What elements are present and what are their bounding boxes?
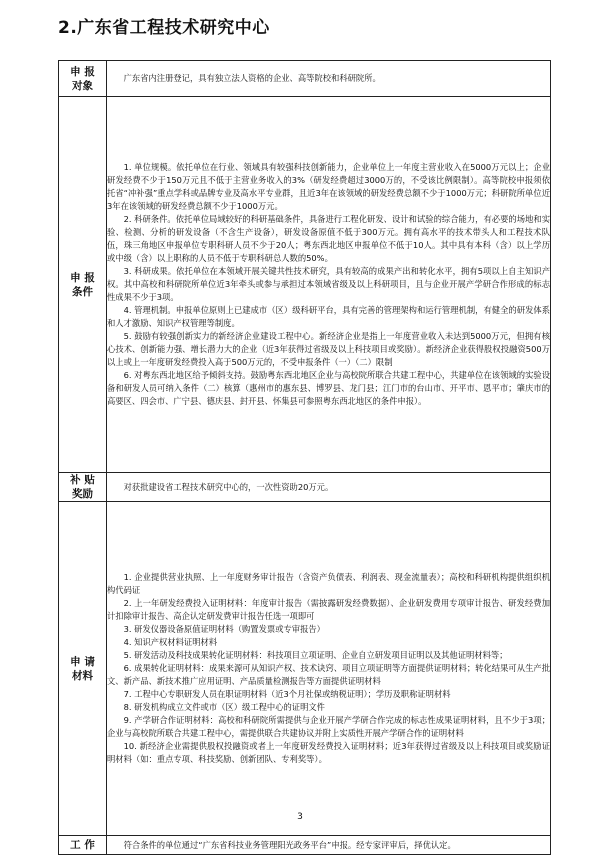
table-row <box>59 473 551 502</box>
content-paragraph: 9. 产学研合作证明材料：高校和科研院所需提供与企业开展产学研合作完成的标志性成果证明材料，且不少于3项；企业与高校院所联合共建工程中心，需提供联合共建协议并附上实质性开展产学研合作的证明材料 <box>107 715 550 738</box>
content-paragraph: 2. 上一年研发经费投入证明材料：年度审计报告（需披露研发经费数据）、企业研发费用专项审计报告、研发经费加计扣除审计报告、高企认定研发费审计报告任选一项即可 <box>107 598 550 621</box>
row-content <box>107 97 551 473</box>
table-row <box>59 97 551 473</box>
content-paragraph: 5. 研发活动及科技成果转化证明材料：科技项目立项证明、企业自立研发项目证明以及其他证明材料等； <box>123 650 508 660</box>
page-title: 2.广东省工程技术研究中心 <box>58 18 270 38</box>
policy-table <box>58 60 551 855</box>
content-paragraph: 7. 工程中心专职研发人员在职证明材料（近3个月社保或纳税证明）；学历及职称证明材料 <box>123 689 451 699</box>
row-label: 申 报 条件 <box>59 97 107 473</box>
content-paragraph: 4. 管理机制。申报单位原则上已建成市（区）级科研平台，具有完善的管理架构和运行管理机制，有健全的研发体系和人才激励、知识产权管理等制度。 <box>107 305 550 328</box>
row-content <box>107 473 551 502</box>
content-paragraph: 6. 成果转化证明材料：成果来源可从知识产权、技术诀窍、项目立项证明等方面提供证明材料；转化结果可从生产批文、新产品、新技术推广应用证明、产品质量检测报告等方面提供证明材料 <box>107 663 550 686</box>
page-number: 3 <box>297 812 303 822</box>
row-content <box>107 502 551 836</box>
content-paragraph: 1. 单位规模。依托单位在行业、领域具有较强科技创新能力，企业单位上一年度主营业收入在5000万元以上；企业研发经费不少于150万元且不低于主营业务收入的3%（研发经费超过3000万的，不受该比例限制）。高等院校申报须依托省“冲补强”重点学科或品牌专业及高水平专业群，且近3年在该领域的研发经费总额不少于1000万元；科研院所单位近3年在该领域的研发经费总额不少于1000万元。 <box>107 162 550 211</box>
content-paragraph: 2. 科研条件。依托单位局域较好的科研基础条件，具备进行工程化研发、设计和试验的综合能力，有必要的场地和实验、检测、分析的研发设备（不含生产设备），研发设备原值不低于300万元。拥有高水平的技术带头人和工程技术队伍，珠三角地区申报单位专职科研人员不少于20人；粤东西北地区申报单位不低于10人。其中具有本科（含）以上学历或中级（含）以上职称的人员不低于专职科研总人数的50%。 <box>107 214 550 263</box>
content-paragraph: 8. 研发机构成立文件或市（区）级工程中心的证明文件 <box>123 702 325 712</box>
table-row <box>59 61 551 97</box>
content-paragraph: 符合条件的单位通过“广东省科技业务管理阳光政务平台”申报。经专家评审后，择优认定。 <box>123 839 456 850</box>
content-paragraph: 10. 新经济企业需提供股权投融资或者上一年度研发经费投入证明材料；近3年获得过省级及以上科技项目或奖励证明材料（如：重点专项、科技奖励、创新团队、专利奖等）。 <box>107 741 550 764</box>
table-row <box>59 836 551 855</box>
content-paragraph: 3. 研发仪器设备原值证明材料（购置发票或专审报告） <box>123 624 325 634</box>
content-paragraph: 6. 对粤东西北地区给予倾斜支持。鼓励粤东西北地区企业与高校院所联合共建工程中心，共建单位在该领域的实验设备和研发人员可纳入条件（二）核算（惠州市的惠东县、博罗县、龙门县；江门市的台山市、开平市、恩平市；肇庆市的高要区、四会市、广宁县、德庆县、封开县、怀集县可参照粤东西北地区的条件申报）。 <box>107 370 550 406</box>
row-label: 补 贴 奖励 <box>59 473 107 502</box>
content-paragraph: 4. 知识产权材料证明材料 <box>123 637 218 647</box>
table-row <box>59 502 551 836</box>
row-label: 申 报 对象 <box>59 61 107 97</box>
row-label: 工 作 <box>59 836 107 855</box>
content-paragraph: 1. 企业提供营业执照、上一年度财务审计报告（含资产负债表、利润表、现金流量表）；高校和科研机构提供组织机构代码证 <box>107 572 550 595</box>
row-content <box>107 836 551 855</box>
content-paragraph: 5. 鼓励有较强创新实力的新经济企业建设工程中心。新经济企业是指上一年度营业收入未达到5000万元，但拥有核心技术、创新能力强、增长潜力大的企业（近3年获得过省级及以上科技项目或奖励）。新经济企业获得股权投融资500万以上或上一年度研发经费投入高于500万元的，不受申报条件（一）（二）限制 <box>107 331 550 367</box>
content-paragraph: 广东省内注册登记，具有独立法人资格的企业、高等院校和科研院所。 <box>123 73 381 83</box>
content-paragraph: 3. 科研成果。依托单位在本领域开展关键共性技术研究，具有较高的成果产出和转化水平，拥有5项以上自主知识产权。其中高校和科研院所单位近3年牵头或参与承担过本领域省级及以上科研项目，且与企业开展产学研合作形成的标志性成果不少于3项。 <box>107 266 550 302</box>
content-paragraph: 对获批建设省工程技术研究中心的，一次性资助20万元。 <box>123 481 334 492</box>
row-label: 申 请 材料 <box>59 502 107 836</box>
row-content <box>107 61 551 97</box>
